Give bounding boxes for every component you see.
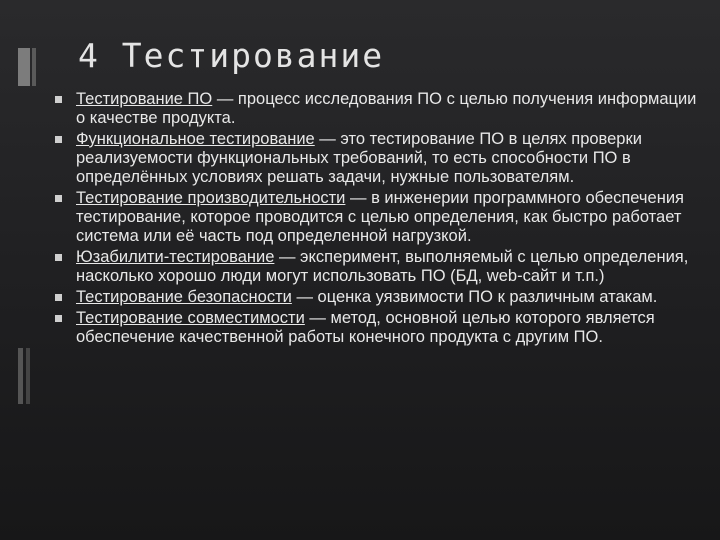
square-bullet-icon bbox=[55, 195, 62, 202]
list-item-term[interactable]: Тестирование совместимости bbox=[76, 309, 305, 327]
list-item bbox=[55, 189, 705, 246]
list-item-term[interactable]: Тестирование производительности bbox=[76, 189, 346, 207]
list-item-text: — оценка уязвимости ПО к различным атакам. bbox=[291, 288, 658, 306]
list-item bbox=[55, 288, 705, 307]
list-item bbox=[55, 309, 705, 347]
list-item-text: — эксперимент, выполняемый с целью определения, насколько хорошо люди могут использовать ПО (БД, web-сайт и т.п.) bbox=[76, 248, 689, 285]
list-item bbox=[55, 130, 705, 187]
decorative-bar bbox=[26, 348, 30, 404]
list-item-text: — в инженерии программного обеспечения тестирование, которое проводится с целью определения, как быстро работает система или её часть под определенной нагрузкой. bbox=[76, 189, 684, 245]
list-item-term[interactable]: Тестирование безопасности bbox=[76, 288, 292, 306]
square-bullet-icon bbox=[55, 254, 62, 261]
decorative-bar bbox=[18, 48, 30, 86]
list-item-text: — метод, основной целью которого является обеспечение качественной работы конечного продукта с другим ПО. bbox=[76, 309, 655, 346]
square-bullet-icon bbox=[55, 294, 62, 301]
decorative-bar bbox=[32, 48, 36, 86]
list-item-term[interactable]: Юзабилити-тестирование bbox=[76, 248, 275, 266]
list-item-text: — процесс исследования ПО с целью получения информации о качестве продукта. bbox=[76, 90, 697, 127]
square-bullet-icon bbox=[55, 136, 62, 143]
list-item bbox=[55, 90, 705, 128]
decorative-bar bbox=[18, 348, 23, 404]
square-bullet-icon bbox=[55, 315, 62, 322]
list-item-text: — это тестирование ПО в целях проверки реализуемости функциональных требований, то есть способности ПО в определённых условиях решать задачи, нужные пользователям. bbox=[76, 130, 642, 186]
square-bullet-icon bbox=[55, 96, 62, 103]
bullet-list bbox=[55, 90, 705, 349]
slide-title: 4 Тестирование bbox=[78, 36, 385, 75]
list-item-term[interactable]: Тестирование ПО bbox=[76, 90, 213, 108]
list-item-term[interactable]: Функциональное тестирование bbox=[76, 130, 315, 148]
list-item bbox=[55, 248, 705, 286]
